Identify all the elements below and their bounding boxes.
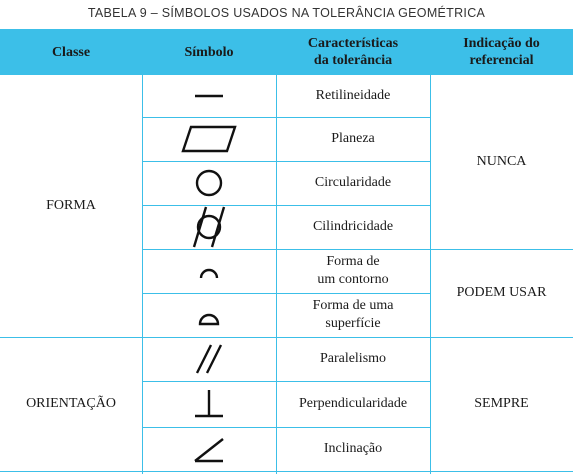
characteristic-cell: Retilineidade (315, 88, 391, 103)
class-forma: FORMA (46, 198, 96, 213)
parallelism-icon (142, 337, 276, 381)
header-simbolo: Símbolo (184, 44, 234, 60)
characteristic-cell: Forma de um contorno (317, 254, 389, 287)
cylindricity-icon (142, 205, 276, 249)
line-profile-icon (142, 249, 276, 293)
indication-nunca: NUNCA (476, 154, 527, 169)
surface-profile-icon (142, 293, 276, 337)
table-caption: TABELA 9 – SÍMBOLOS USADOS NA TOLERÂNCIA GEOMÉTRICA (87, 6, 486, 20)
header-caracteristicas: Características da tolerância (307, 36, 399, 68)
header-classe: Classe (51, 44, 91, 60)
characteristic-cell: Perpendicularidade (298, 396, 408, 411)
characteristic-cell: Cilindricidade (312, 219, 394, 234)
indication-podem-usar: PODEM USAR (456, 285, 547, 300)
circularity-icon (142, 161, 276, 205)
characteristic-cell: Paralelismo (319, 351, 387, 366)
characteristic-cell: Inclinação (323, 441, 383, 456)
angularity-icon (142, 427, 276, 471)
straightness-icon (142, 75, 276, 117)
header-indicacao: Indicação do referencial (463, 36, 540, 68)
indication-sempre: SEMPRE (474, 396, 529, 411)
characteristic-cell: Planeza (331, 131, 375, 146)
characteristic-cell: Circularidade (314, 175, 392, 190)
class-orientacao: ORIENTAÇÃO (26, 396, 116, 411)
perpendicularity-icon (142, 381, 276, 427)
grid-hline (0, 471, 573, 472)
flatness-icon (142, 117, 276, 161)
characteristic-cell: Forma de uma superfície (312, 298, 394, 331)
